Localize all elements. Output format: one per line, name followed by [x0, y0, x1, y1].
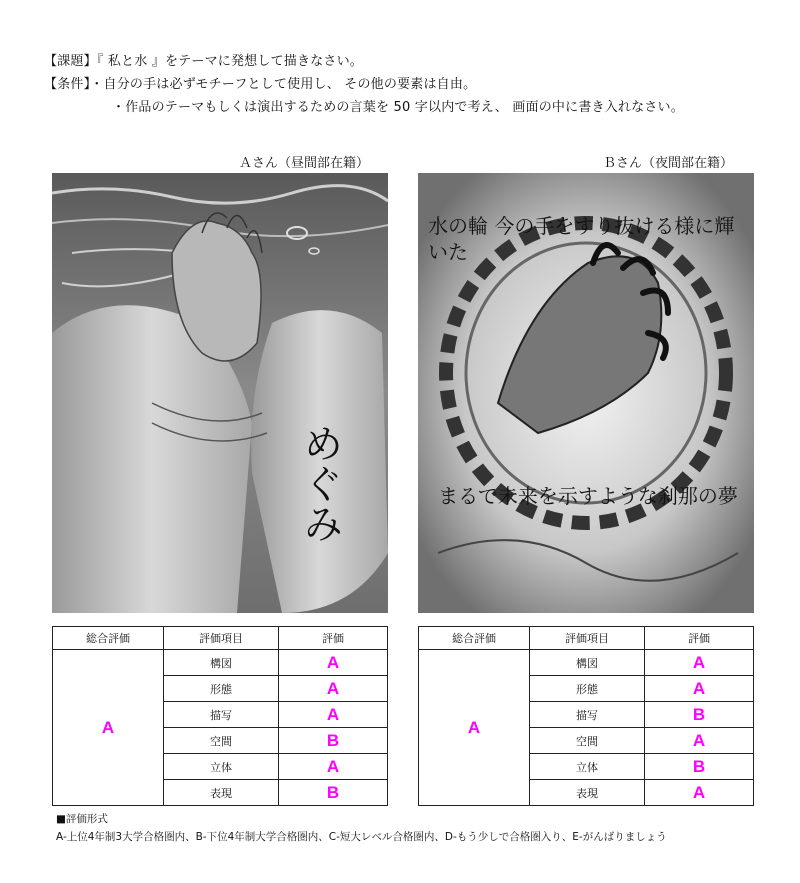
eval-grade: A	[279, 754, 388, 780]
header-item: 評価項目	[164, 627, 279, 650]
eval-grade: B	[279, 780, 388, 806]
eval-grade: B	[645, 754, 754, 780]
header-grade: 評価	[279, 627, 388, 650]
eval-grade: A	[279, 650, 388, 676]
conditions-line-2: ・作品のテーマもしくは演出するための言葉を 50 字以内で考え、 画面の中に書き入れなさい。	[112, 100, 684, 115]
header-overall: 総合評価	[53, 627, 164, 650]
header-overall: 総合評価	[419, 627, 530, 650]
eval-item: 空間	[164, 728, 279, 754]
overall-grade: A	[53, 650, 164, 806]
eval-item: 形態	[530, 676, 645, 702]
student-a-evaluation-table	[52, 626, 388, 806]
eval-grade: A	[645, 780, 754, 806]
student-b-caption: Ｂさん（夜間部在籍）	[603, 156, 734, 171]
eval-item: 表現	[530, 780, 645, 806]
overall-grade: A	[419, 650, 530, 806]
conditions-line: 【条件】・自分の手は必ずモチーフとして使用し、 その他の要素は自由。	[44, 77, 477, 92]
eval-grade: A	[645, 728, 754, 754]
eval-item: 構図	[164, 650, 279, 676]
artwork-b-text-top: 水の輪 今の手をすり抜ける様に輝いた	[428, 214, 735, 264]
evaluation-format-text: A-上位4年制3大学合格圏内、B-下位4年制大学合格圏内、C-短大レベル合格圏内、D-もう少しで合格圏入り、E-がんばりましょう	[56, 831, 667, 843]
student-b-artwork	[418, 173, 754, 613]
assignment-line: 【課題】『 私と水 』をテーマに発想して描きなさい。	[44, 54, 363, 69]
eval-item: 立体	[164, 754, 279, 780]
eval-item: 形態	[164, 676, 279, 702]
eval-item: 描写	[164, 702, 279, 728]
student-a-caption: Ａさん（昼間部在籍）	[239, 156, 370, 171]
eval-grade: B	[645, 702, 754, 728]
artwork-a-text: めぐみ	[297, 423, 343, 543]
eval-grade: A	[645, 650, 754, 676]
evaluation-format-title: ■評価形式	[56, 813, 108, 825]
eval-grade: A	[279, 702, 388, 728]
header-grade: 評価	[645, 627, 754, 650]
eval-grade: A	[645, 676, 754, 702]
eval-item: 表現	[164, 780, 279, 806]
eval-grade: A	[279, 676, 388, 702]
eval-item: 空間	[530, 728, 645, 754]
header-item: 評価項目	[530, 627, 645, 650]
artwork-b-text-bottom: まるで未来を示すような刹那の夢	[438, 484, 738, 508]
eval-item: 構図	[530, 650, 645, 676]
eval-item: 描写	[530, 702, 645, 728]
eval-grade: B	[279, 728, 388, 754]
student-b-evaluation-table	[418, 626, 754, 806]
eval-item: 立体	[530, 754, 645, 780]
student-a-artwork	[52, 173, 388, 613]
